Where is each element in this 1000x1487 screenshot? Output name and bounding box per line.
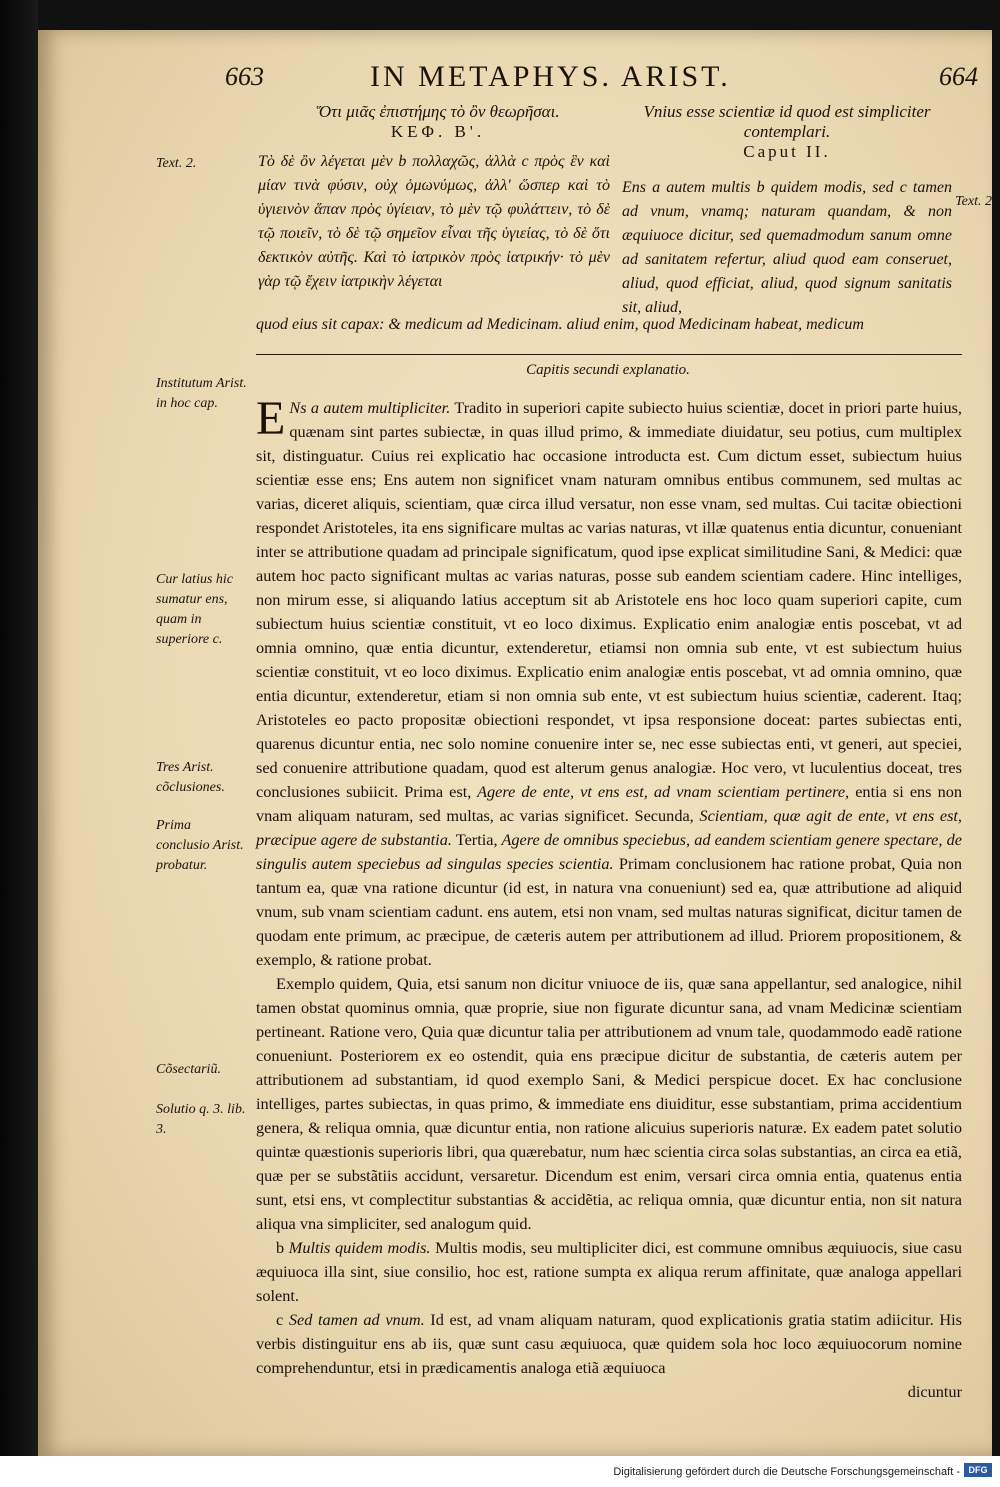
- book-binding-edge: [0, 0, 38, 1456]
- latin-title-line-1: Vnius esse scientiæ id quod est simpliciter: [643, 102, 931, 121]
- note-letter: b: [276, 1238, 285, 1257]
- paragraph-text: entia si ens non vnam aliquam naturam, sed multas, ac varias significet. Secunda,: [256, 782, 962, 825]
- margin-text-ref-left: Text. 2.: [156, 156, 197, 171]
- margin-note-cur-latius: Cur latius hic sumatur ens, quam in superiore c.: [156, 572, 234, 647]
- paragraph-1: [256, 392, 963, 972]
- greek-text-block: Τὸ δὲ ὂν λέγεται μὲν b πολλαχῶς, ἀλλὰ c πρὸς ἓν καὶ μίαν τινὰ φύσιν, οὐχ ὁμωνύμως, ἀλλ' ὥσπερ καὶ τὸ ὑγιεινὸν ἅπαν πρὸς ὑγίειαν, τὸ μὲν τῷ φυλάττειν, τὸ δὲ τῷ ποιεῖν, τὸ δὲ τῷ σημεῖον εἶναι τῆς ὑγιείας, τὸ δὲ ὅτι δεκτικὸν αὐτῆς. Καὶ τὸ ἰατρικὸν πρὸς ἰατρικήν· τὸ μὲν γὰρ τῷ ἔχειν ἰατρικὴν λέγεται: [258, 153, 610, 290]
- note-letter: c: [276, 1310, 284, 1329]
- paragraph-text: Tradito in superiori capite subiecto huius scientiæ, docet in priori parte huius, quænam sint partes subiectæ, in quas illud primo, & immediate diuidatur, seu potius, cum multiplex sit, distinguatur. Cuius rei explicatio hac occasione introducta est. Cum dictum esset, subiectum huius scientiæ esse ens; Ens autem non significet vnam naturam omnibus entibus communem, sed multas ac varias, diceret aliquis, scientiam, quæ circa illud versatur, non esse vnam, sed multas. Cui tacitæ obiectioni respondet Aristoteles, ita ens significare multas ac varias naturas, vt illæ quatenus entia dicuntur, conueniant inter se attributione quadam ad principale significatum, quod ipse explicat similitudine Sani, & Medici: quæ autem hoc pacto significant multas ac varias naturas, posse sub eandem scientiam cadere. Hinc intelliges, non mirum esse, si aliquando latius acceptum sit ab Aristotele ens hoc loco quam superiori capite, cum subiectum huius scientiæ constituit, vt eo loco diximus. Explicatio enim analogiæ entis poscebat, vt ad omnia omnino, quæ entia dicuntur, extenderetur, etiamsi non omnia sub ente, vt est subiectum huius scientiæ constituit, vt eo loco diximus. Explicatio enim analogiæ entis poscebat, vt ad omnia omnino, quæ entia dicuntur, extenderetur, etiam si non omnia sub ente, vt est subiectum huius scientiæ, caderent. Itaq; Aristoteles eo pacto propositæ obiectioni respondet, vt ipsa responsione doceat: partes subiectas enti, quarenus dicuntur entia, nec solo nomine conuenire inter se, nec esse subiectas enti, vt generi, aut speciei, sed conuenire attributione quadam, quod est alterum genus analogiæ. Hoc vero, vt luculentius doceat, tres conclusiones subiicit. Prima est,: [256, 398, 963, 801]
- page-number-right: 664: [939, 62, 978, 91]
- running-header: [38, 62, 992, 102]
- drop-cap: E: [256, 392, 286, 445]
- paragraph-text: Id est, ad vnam aliquam naturam, quod explicationis gratia statim adiicitur. His verbis distinguitur ens ab iis, quæ sunt casu æquiuoca, quæ quidem sola hoc loco æquiuocorum nomine comprehenduntur, etsi in prædicamentis analoga etiã æquiuoca: [256, 1310, 962, 1377]
- margin-note-solutio: Solutio q. 3. lib. 3.: [156, 1102, 246, 1137]
- paragraph-text: Primam conclusionem hac ratione probat, Quia non tantum ea, quæ vna ratione dicuntur (id est, in natura vna conueniunt) sed ea, quæ attributione ad aliquid vnum, sub vnam scientiam cadunt. ens autem, etsi non vnam, sed multas naturas significat, dicitur tamen de quodam ente primum, ac præcipue, de cæteris autem per attributionem ad illud. Priorem propositionem, & exemplo, & ratione probat.: [256, 854, 962, 969]
- paragraph-2: [256, 972, 962, 1236]
- conclusion-3: Agere de omnibus speciebus, ad eandem scientiam genere spectare, de singulis autem speciebus ad singulas species scientia.: [256, 830, 963, 873]
- latin-chapter-heading: [622, 102, 952, 162]
- conclusion-2: Scientiam, quæ agit de ente, vt ens est, præcipue agere de substantia.: [256, 806, 962, 849]
- latin-title-line-2: contemplari.: [743, 122, 831, 141]
- book-page: [38, 30, 992, 1456]
- greek-chapter-heading: [268, 102, 608, 142]
- paragraph-text: Exemplo quidem, Quia, etsi sanum non dicitur vniuoce de iis, quæ sana appellantur, sed analogice, nihil tamen obstat quominus omnia, quæ proprie, siue non figurate dicuntur sana, ad vnam Medicinæ scientiam pertineant. Ratione vero, Quia quæ dicuntur talia per attributionem ad vnum tale, quodammodo eadẽ ratione conueniunt. Posteriorem ex eo ostendit, quia ens præcipue dicitur de substantia, de cæteris autem per attributionem ad substantiam, id quod exemplo Sani, & Medici perspicue docet. Ex hac conclusione intelliges, partes subiectas, in quas primo, & immediate ens diuiditur, esse substantiam, prima accidentium genera, & reliqua omnia, quæ dicuntur entia, non ratione alicuius superioris naturæ. Ex eadem patet solutio quintæ quæstionis superioris libri, qua quærebatur, num hæc scientia circa solas substantias, an circa ea etiã, quæ per se substãtiis accidunt, versaretur. Dicendum est enim, versari circa omnia entia, quatenus entia sunt, etsi ens, vt complectitur substantias & accidẽtia, ac reliqua omnia, quæ dicuntur entia, non sit natura aliqua vna simpliciter, sed analogum quid.: [256, 974, 962, 1233]
- greek-chapter-label: ΚΕΦ. Β'.: [390, 122, 486, 141]
- latin-chapter-label: Caput II.: [743, 142, 831, 161]
- dfg-logo-icon: DFG: [964, 1463, 992, 1477]
- greek-title: Ὅτι μιᾶς ἐπιστήμης τὸ ὂν θεωρῆσαι.: [316, 102, 560, 121]
- paragraph-text: Tertia,: [451, 830, 498, 849]
- latin-text-block: Ens a autem multis b quidem modis, sed c tamen ad vnum, vnamq; naturam quandam, & non æquiuoce dicitur, sed quemadmodum sanum omne ad sanitatem refertur, aliud quod eam conseruet, aliud, quod efficiat, aliud, quod signum sanitatis sit, aliud,: [622, 179, 952, 316]
- running-title: IN METAPHYS. ARIST.: [370, 60, 731, 93]
- explanation-heading: Capitis secundi explanatio.: [526, 362, 690, 378]
- catchword: dicuntur: [907, 1382, 962, 1401]
- margin-note-tres-conclusiones: Tres Arist. cõclusiones.: [156, 760, 225, 795]
- footer-credit: Digitalisierung gefördert durch die Deutsche Forschungsgemeinschaft -: [613, 1466, 960, 1478]
- margin-note-consectarium: Cõsectariũ.: [156, 1062, 221, 1077]
- page-number-left: 663: [225, 62, 264, 91]
- commentary-body: [256, 392, 963, 1404]
- conclusion-1: Agere de ente, vt ens est, ad vnam scientiam pertinere,: [471, 782, 850, 801]
- margin-text-ref-right: Text. 2: [955, 194, 992, 209]
- paragraph-3: [256, 1236, 962, 1308]
- margin-note-institutum: Institutum Arist. in hoc cap.: [156, 376, 247, 411]
- section-rule: [256, 354, 962, 355]
- lemma: Ns a autem multipliciter.: [289, 398, 451, 417]
- paragraph-text: Multis modis, seu multipliciter dici, est commune omnibus æquiuocis, siue casu æquiuoca illa sint, siue consilio, hoc est, ratione sumpta ex aliqua rerum affinitate, quæ analoga appellari solent.: [256, 1238, 962, 1305]
- margin-note-prima-conclusio: Prima conclusio Arist. probatur.: [156, 818, 244, 873]
- latin-continuation: quod eius sit capax: & medicum ad Medicinam. aliud enim, quod Medicinam habeat, medicum: [256, 316, 864, 333]
- digitization-footer: [0, 1456, 1000, 1487]
- lemma: Multis quidem modis.: [284, 1238, 431, 1257]
- paragraph-4: [256, 1308, 962, 1380]
- lemma: Sed tamen ad vnum.: [283, 1310, 425, 1329]
